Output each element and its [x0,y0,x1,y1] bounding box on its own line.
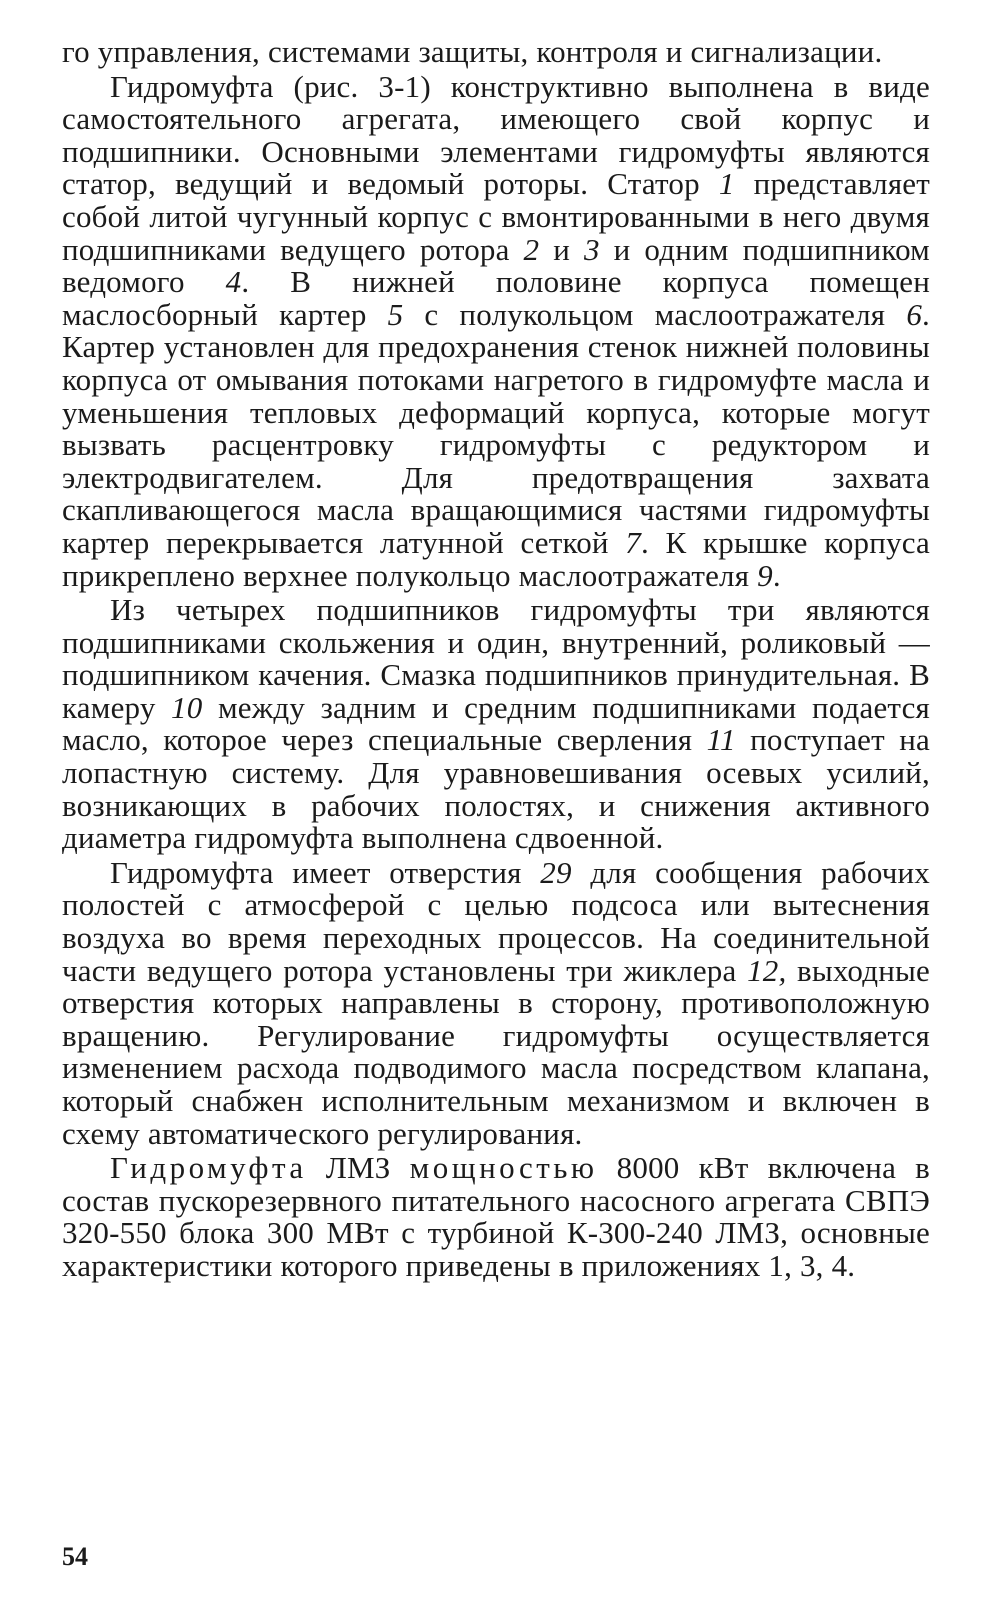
reference-numeral: 12, [747,952,787,988]
paragraph-3 [62,594,930,855]
text-run: для сообщения рабочих полостей с атмосферой с целью подсоса или вытеснения воздуха во время переходных процессов. На соединительной части ведущего ротора установлены три жиклера [62,854,930,988]
paragraph-4 [62,854,930,1151]
paragraph-2 [62,68,931,593]
spaced-emphasis-text: мощностью [409,1150,598,1186]
text-run: поступает на лопастную систему. Для уравновешивания осевых усилий, возникающих в рабочих полостях, и снижения активного диаметра гидромуфта выполнена сдвоенной. [62,722,930,856]
reference-numeral: 7 [625,524,641,560]
paragraph-5 [62,1152,930,1282]
text-run: . В нижней половине корпуса помещен маслосборный картер [62,264,930,332]
text-run: ЛМЗ [306,1150,410,1186]
text-run: го управления, системами защиты, контроля и сигнализации. [62,34,883,69]
text-run: Гидромуфта (рис. 3-1) конструктивно выполнена в виде самостоятельного агрегата, имеющего свой корпус и подшипники. Основными элементами гидромуфты являются статор, ведущий и ведомый роторы. Статор [62,68,930,202]
reference-numeral: 6 [906,296,923,332]
reference-numeral: 11 [706,722,736,758]
text-run: и одним подшипником ведомого [62,231,930,300]
reference-numeral: 4 [225,264,242,300]
paragraph-1 [62,36,930,69]
text-run: и [539,231,584,267]
reference-numeral: 9 [757,557,773,593]
text-run: . К крышке корпуса прикреплено верхнее полукольцо маслоотражателя [62,524,931,593]
reference-numeral: 2 [523,231,540,267]
reference-numeral: 5 [387,296,404,332]
text-run: Из четырех подшипников гидромуфты три являются подшипниками скольжения и один, внутренний, роликовый — подшипником качения. Смазка подшипников принудительная. В камеру [62,592,930,725]
reference-numeral: 3 [583,231,600,267]
text-run: . Картер установлен для предохранения стенок нижней половины корпуса от омывания потоками нагретого в гидромуфте масла и уменьшения тепловых деформаций корпуса, которые могут вызвать расцентровку гидромуфты с редуктором и электродвигателем. Для предотвращения захвата скапливающегося масла вращающимися частями гидромуфты картер перекрывается латунной сеткой [62,296,930,560]
reference-numeral: 1 [718,166,735,202]
reference-numeral: 29 [540,854,572,890]
text-run: . [772,557,781,593]
text-run: с полукольцом маслоотражателя [403,296,907,332]
text-run: 8000 кВт включена в состав пускорезервного питательного насосного агрегата СВПЭ 320-550 блока 300 МВт с турбиной К-300-240 ЛМЗ, основные характеристики которого приведены в приложениях 1, 3, 4. [62,1150,930,1283]
text-run: выходные отверстия которых направлены в сторону, противоположную вращению. Регулирование гидромуфты осуществляется изменением расхода подводимого масла посредством клапана, который снабжен исполнительным механизмом и включен в схему автоматического регулирования. [62,952,930,1151]
spaced-emphasis-text: Гидромуфта [110,1150,307,1186]
page-text [62,36,930,1283]
page-number: 54 [62,1542,88,1571]
text-run: Гидромуфта имеет отверстия [110,854,541,890]
text-run: представляет собой литой чугунный корпус с вмонтированными в него двумя подшипниками ведущего ротора [62,166,930,267]
reference-numeral: 10 [171,689,203,725]
text-run: между задним и средним подшипниками подается масло, которое через специальные сверления [62,689,930,758]
